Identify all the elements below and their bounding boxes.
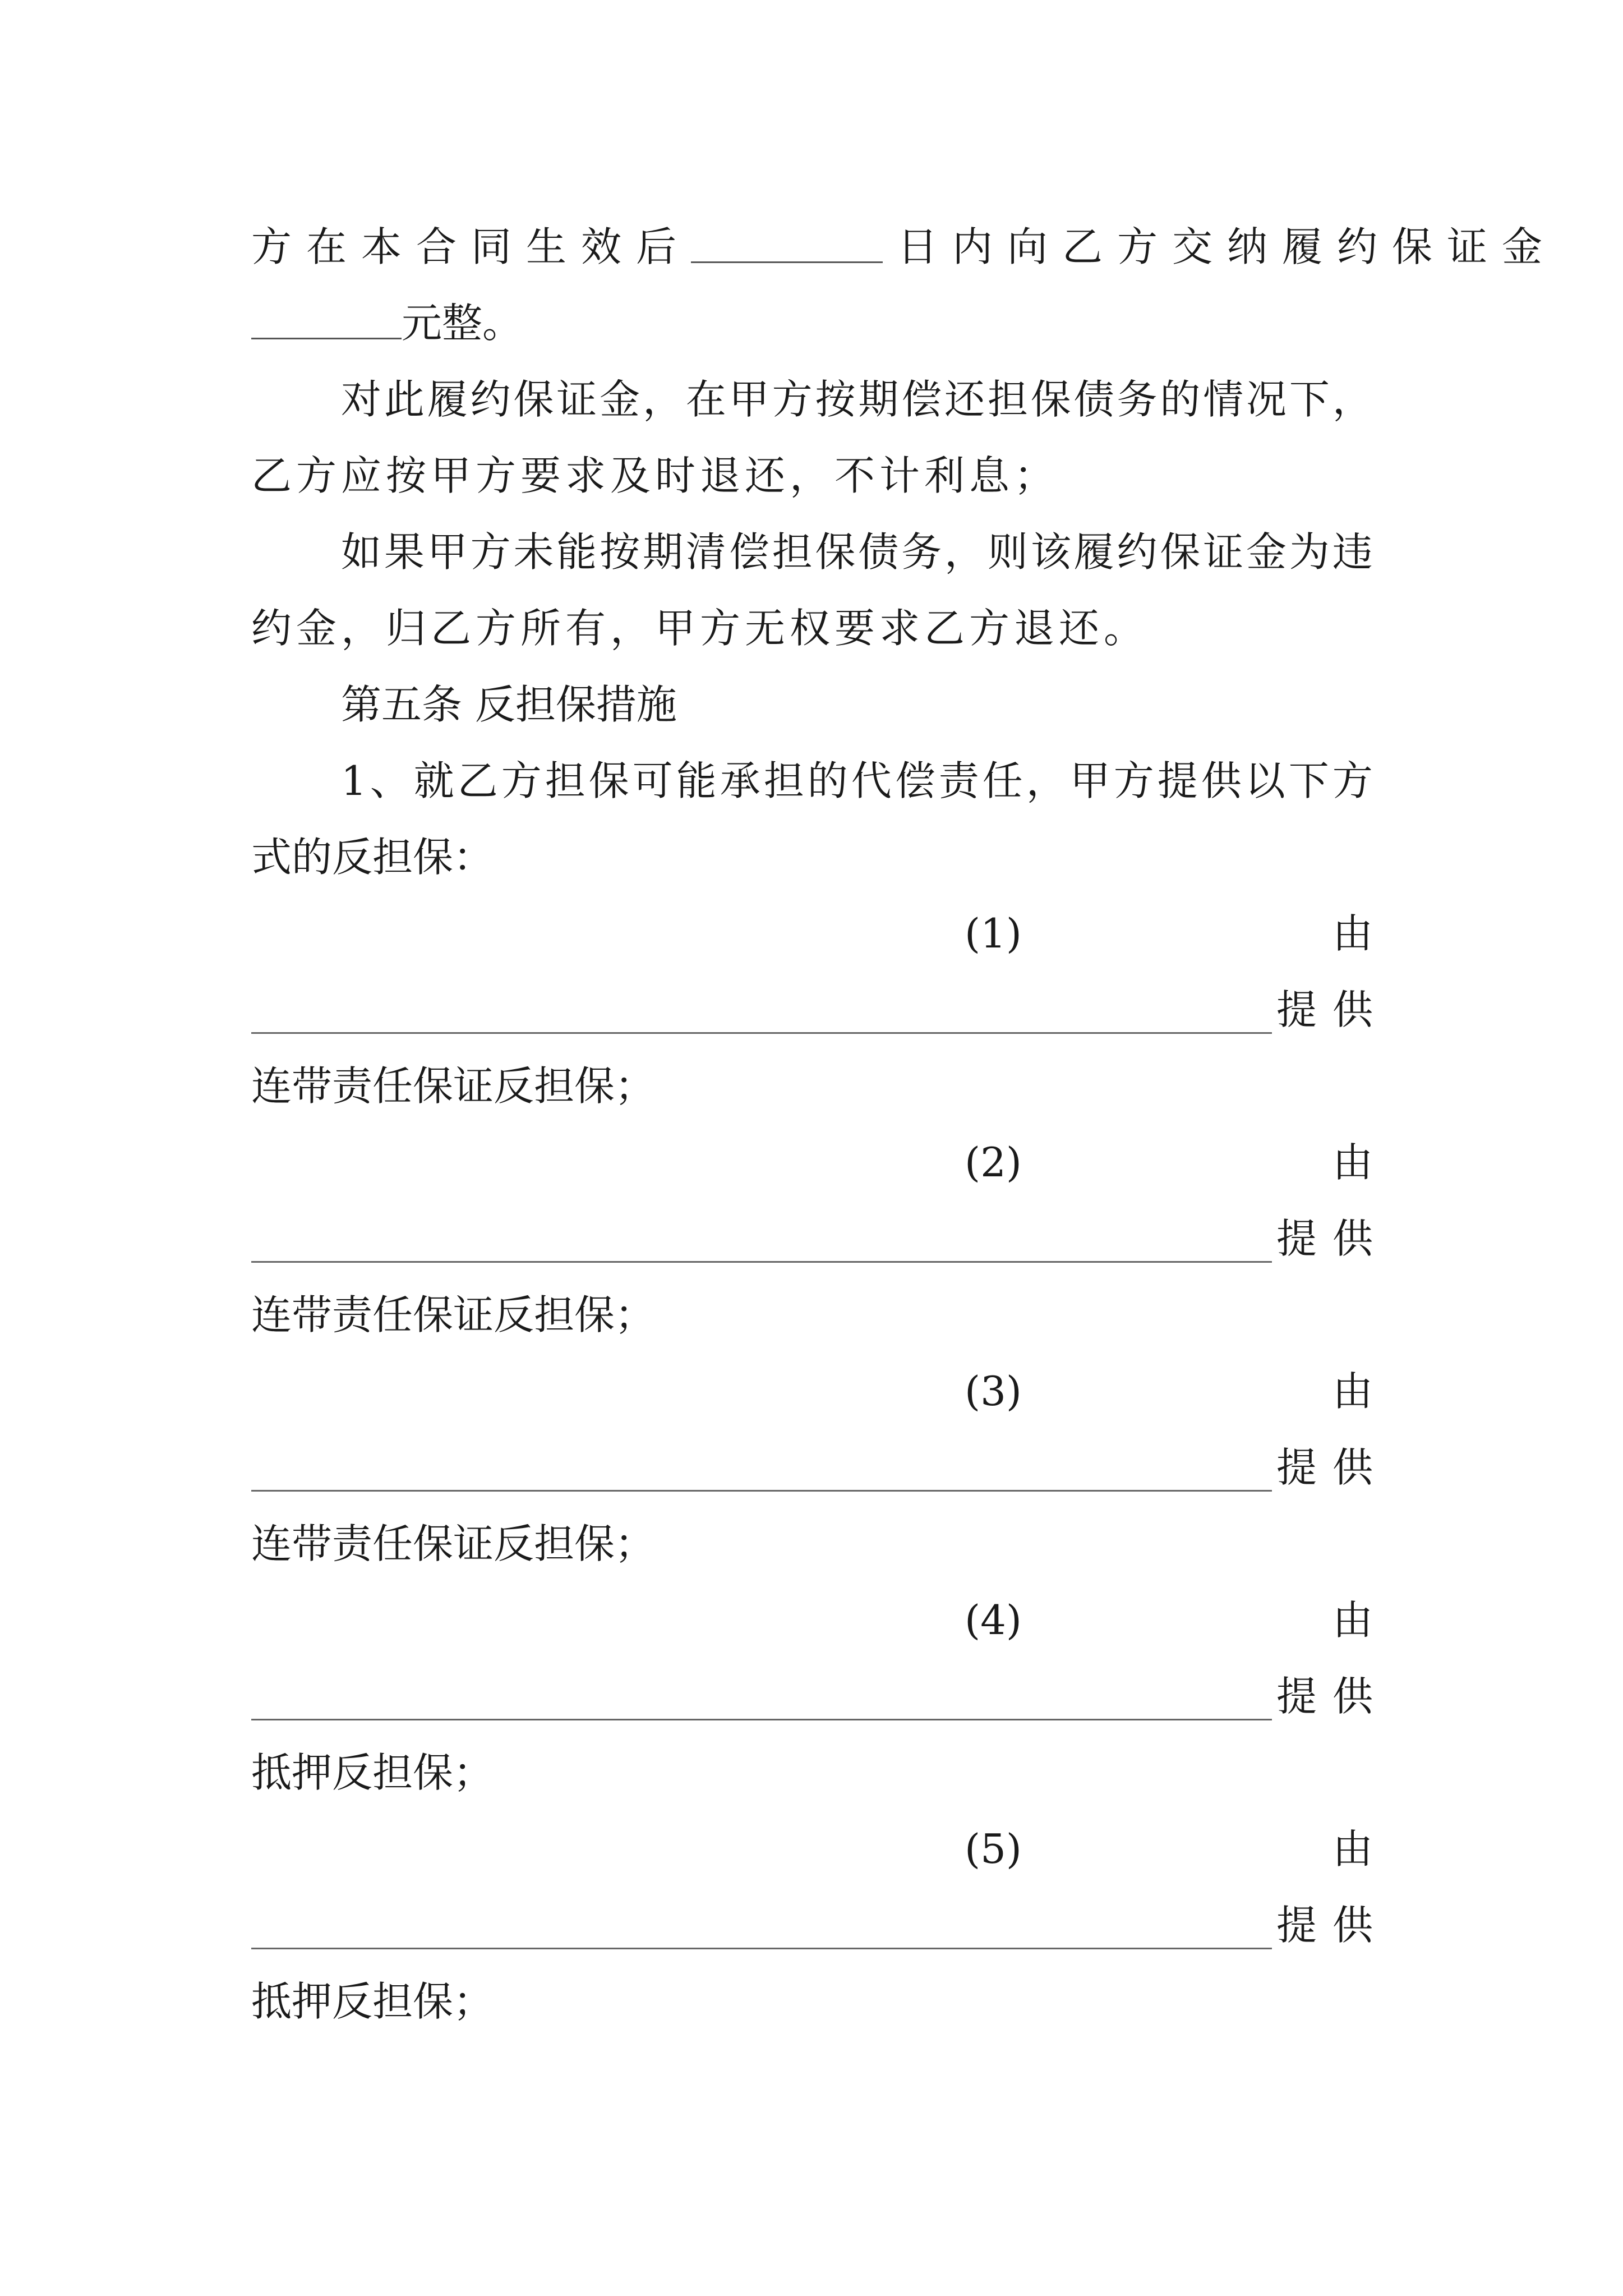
- para3-line1-char: 按: [600, 528, 640, 576]
- item-5-header: [251, 1815, 1373, 1883]
- item-3-fill: [251, 1434, 1389, 1501]
- para2-line1-char: 期: [858, 376, 899, 423]
- para3-line1-char: 偿: [728, 528, 769, 576]
- para1-line1-before: 方在本合同生效后: [251, 223, 691, 270]
- para3-line1-char: 保: [815, 528, 856, 576]
- clause1-line1-char: 下: [1288, 757, 1329, 804]
- para3-line1-char: 期: [643, 528, 684, 576]
- para2-line1-char: 约: [470, 376, 511, 423]
- clause1-line2: 式的反担保：: [251, 834, 494, 881]
- para2-line1-char: 担: [987, 376, 1028, 423]
- item-4-provide: 提供: [1276, 1673, 1389, 1720]
- para2-line1-char: 况: [1246, 376, 1287, 423]
- clause1-line1-char: 代: [851, 757, 892, 804]
- item-4-header: [251, 1586, 1373, 1654]
- para1-line2: [251, 289, 1373, 357]
- para3-line1-char: 能: [556, 528, 597, 576]
- para3-line1-char: 未: [513, 528, 554, 576]
- item-4-fill: [251, 1663, 1389, 1730]
- para3-line1-char: 履: [1073, 528, 1114, 576]
- item-2-by: 由: [1332, 1139, 1373, 1186]
- clause1-line1: [341, 747, 1373, 815]
- item-1-provider-blank[interactable]: [251, 1032, 1272, 1034]
- item-3-provider-blank[interactable]: [251, 1490, 1272, 1492]
- item-2-fill: [251, 1205, 1389, 1272]
- para2-line1-char: 方: [772, 376, 813, 423]
- item-3-header: [251, 1358, 1373, 1425]
- item-3-provide: 提供: [1276, 1444, 1389, 1491]
- para3-line1-char: 为: [1289, 528, 1330, 576]
- item-2-header: [251, 1129, 1373, 1196]
- clause1-line1-char: ，: [1026, 757, 1067, 804]
- para3-line1-char: 金: [1246, 528, 1287, 576]
- para3-line1-char: 违: [1332, 528, 1373, 576]
- clause1-line1-char: 提: [1157, 757, 1198, 804]
- para2-line1-char: 还: [944, 376, 985, 423]
- para1-line1-after: 日内向乙方交纳履约保证金: [897, 223, 1557, 270]
- item-2-type: 连带责任保证反担保；: [251, 1291, 656, 1338]
- para2-line1-char: 保: [1030, 376, 1071, 423]
- clause1-line1-char: 方: [501, 757, 542, 804]
- para2-line1-char: 对: [341, 376, 382, 423]
- item-1-provide: 提供: [1276, 986, 1389, 1033]
- item-5-type: 抵押反担保；: [251, 1978, 494, 2025]
- para2-line1-char: 此: [384, 376, 425, 423]
- item-5-fill: [251, 1892, 1389, 1959]
- para3-line1-char: 果: [384, 528, 425, 576]
- para3-line1-char: ，: [944, 528, 985, 576]
- para2-line2: 乙方应按甲方要求及时退还，不计利息；: [251, 452, 1059, 499]
- clause1-line1-char: 承: [720, 757, 760, 804]
- para2-line1-char: 在: [685, 376, 726, 423]
- item-4-number: (4): [965, 1596, 1022, 1644]
- article5-title: 第五条 反担保措施: [341, 681, 677, 728]
- item-2-number: (2): [965, 1139, 1022, 1186]
- para2-line1-char: 甲: [728, 376, 769, 423]
- para3-line1-char: 担: [772, 528, 813, 576]
- para2-line1-char: 下: [1289, 376, 1330, 423]
- para3-line1-char: 则: [987, 528, 1028, 576]
- item-2-provide: 提供: [1276, 1215, 1389, 1262]
- para2-line1-char: 债: [1073, 376, 1114, 423]
- deposit-amount-blank[interactable]: [251, 289, 402, 339]
- clause1-line1-char: 可: [632, 757, 673, 804]
- para3-line1-char: 如: [341, 528, 382, 576]
- clause1-line1-char: 任: [982, 757, 1023, 804]
- para2-line1: [341, 366, 1373, 433]
- clause1-line1-char: 的: [807, 757, 848, 804]
- para3-line1-char: 务: [901, 528, 942, 576]
- clause1-line1-char: 乙: [457, 757, 498, 804]
- item-1-header: [251, 900, 1373, 967]
- clause1-line1-char: 供: [1201, 757, 1242, 804]
- para2-line1-char: 证: [556, 376, 597, 423]
- para2-line1-char: ，: [643, 376, 684, 423]
- para3-line1: [341, 518, 1373, 586]
- item-5-number: (5): [965, 1825, 1022, 1872]
- clause1-line1-char: 偿: [895, 757, 935, 804]
- clause1-line1-char: 担: [763, 757, 804, 804]
- clause1-line1-char: 以: [1244, 757, 1285, 804]
- para3-line1-char: 保: [1160, 528, 1201, 576]
- clause1-line1-char: 就: [413, 757, 454, 804]
- para2-line1-char: ，: [1332, 376, 1373, 423]
- item-2-provider-blank[interactable]: [251, 1261, 1272, 1263]
- clause1-line1-char: 担: [545, 757, 585, 804]
- para3-line1-char: 该: [1030, 528, 1071, 576]
- item-4-type: 抵押反担保；: [251, 1749, 494, 1796]
- clause1-line1-char: 方: [1113, 757, 1154, 804]
- clause1-line1-char: 甲: [1069, 757, 1110, 804]
- item-1-fill: [251, 976, 1389, 1043]
- item-3-number: (3): [965, 1368, 1022, 1415]
- para3-line1-char: 证: [1203, 528, 1244, 576]
- deadline-days-blank[interactable]: [691, 213, 883, 263]
- para3-line1-char: 甲: [427, 528, 468, 576]
- para3-line2: 约金，归乙方所有，甲方无权要求乙方退还。: [251, 605, 1149, 652]
- para2-line1-char: 保: [513, 376, 554, 423]
- para3-line1-char: 方: [470, 528, 511, 576]
- item-1-by: 由: [1332, 910, 1373, 957]
- para3-line1-char: 约: [1117, 528, 1158, 576]
- item-1-type: 连带责任保证反担保；: [251, 1062, 656, 1110]
- para2-line1-char: 履: [427, 376, 468, 423]
- item-3-type: 连带责任保证反担保；: [251, 1520, 656, 1567]
- para1-line2-text: 元整。: [402, 300, 523, 347]
- clause1-line1-char: 保: [588, 757, 629, 804]
- para2-line1-char: 的: [1160, 376, 1201, 423]
- item-5-provide: 提供: [1276, 1902, 1389, 1949]
- item-5-by: 由: [1332, 1825, 1373, 1872]
- para2-line1-char: 务: [1117, 376, 1158, 423]
- item-5-provider-blank[interactable]: [251, 1948, 1272, 1949]
- clause1-line1-char: 能: [676, 757, 717, 804]
- clause1-line1-char: 、: [370, 757, 411, 804]
- para2-line1-char: 情: [1203, 376, 1244, 423]
- item-3-by: 由: [1332, 1368, 1373, 1415]
- para2-line1-char: 偿: [901, 376, 942, 423]
- clause1-line1-char: 1: [341, 757, 367, 804]
- para1-line1: [251, 213, 1557, 280]
- para2-line1-char: 按: [815, 376, 856, 423]
- item-4-provider-blank[interactable]: [251, 1719, 1272, 1720]
- para2-line1-char: 金: [600, 376, 640, 423]
- clause1-line1-char: 方: [1332, 757, 1373, 804]
- para3-line1-char: 清: [685, 528, 726, 576]
- item-4-by: 由: [1332, 1596, 1373, 1644]
- item-1-number: (1): [965, 910, 1022, 957]
- clause1-line1-char: 责: [938, 757, 979, 804]
- para3-line1-char: 债: [858, 528, 899, 576]
